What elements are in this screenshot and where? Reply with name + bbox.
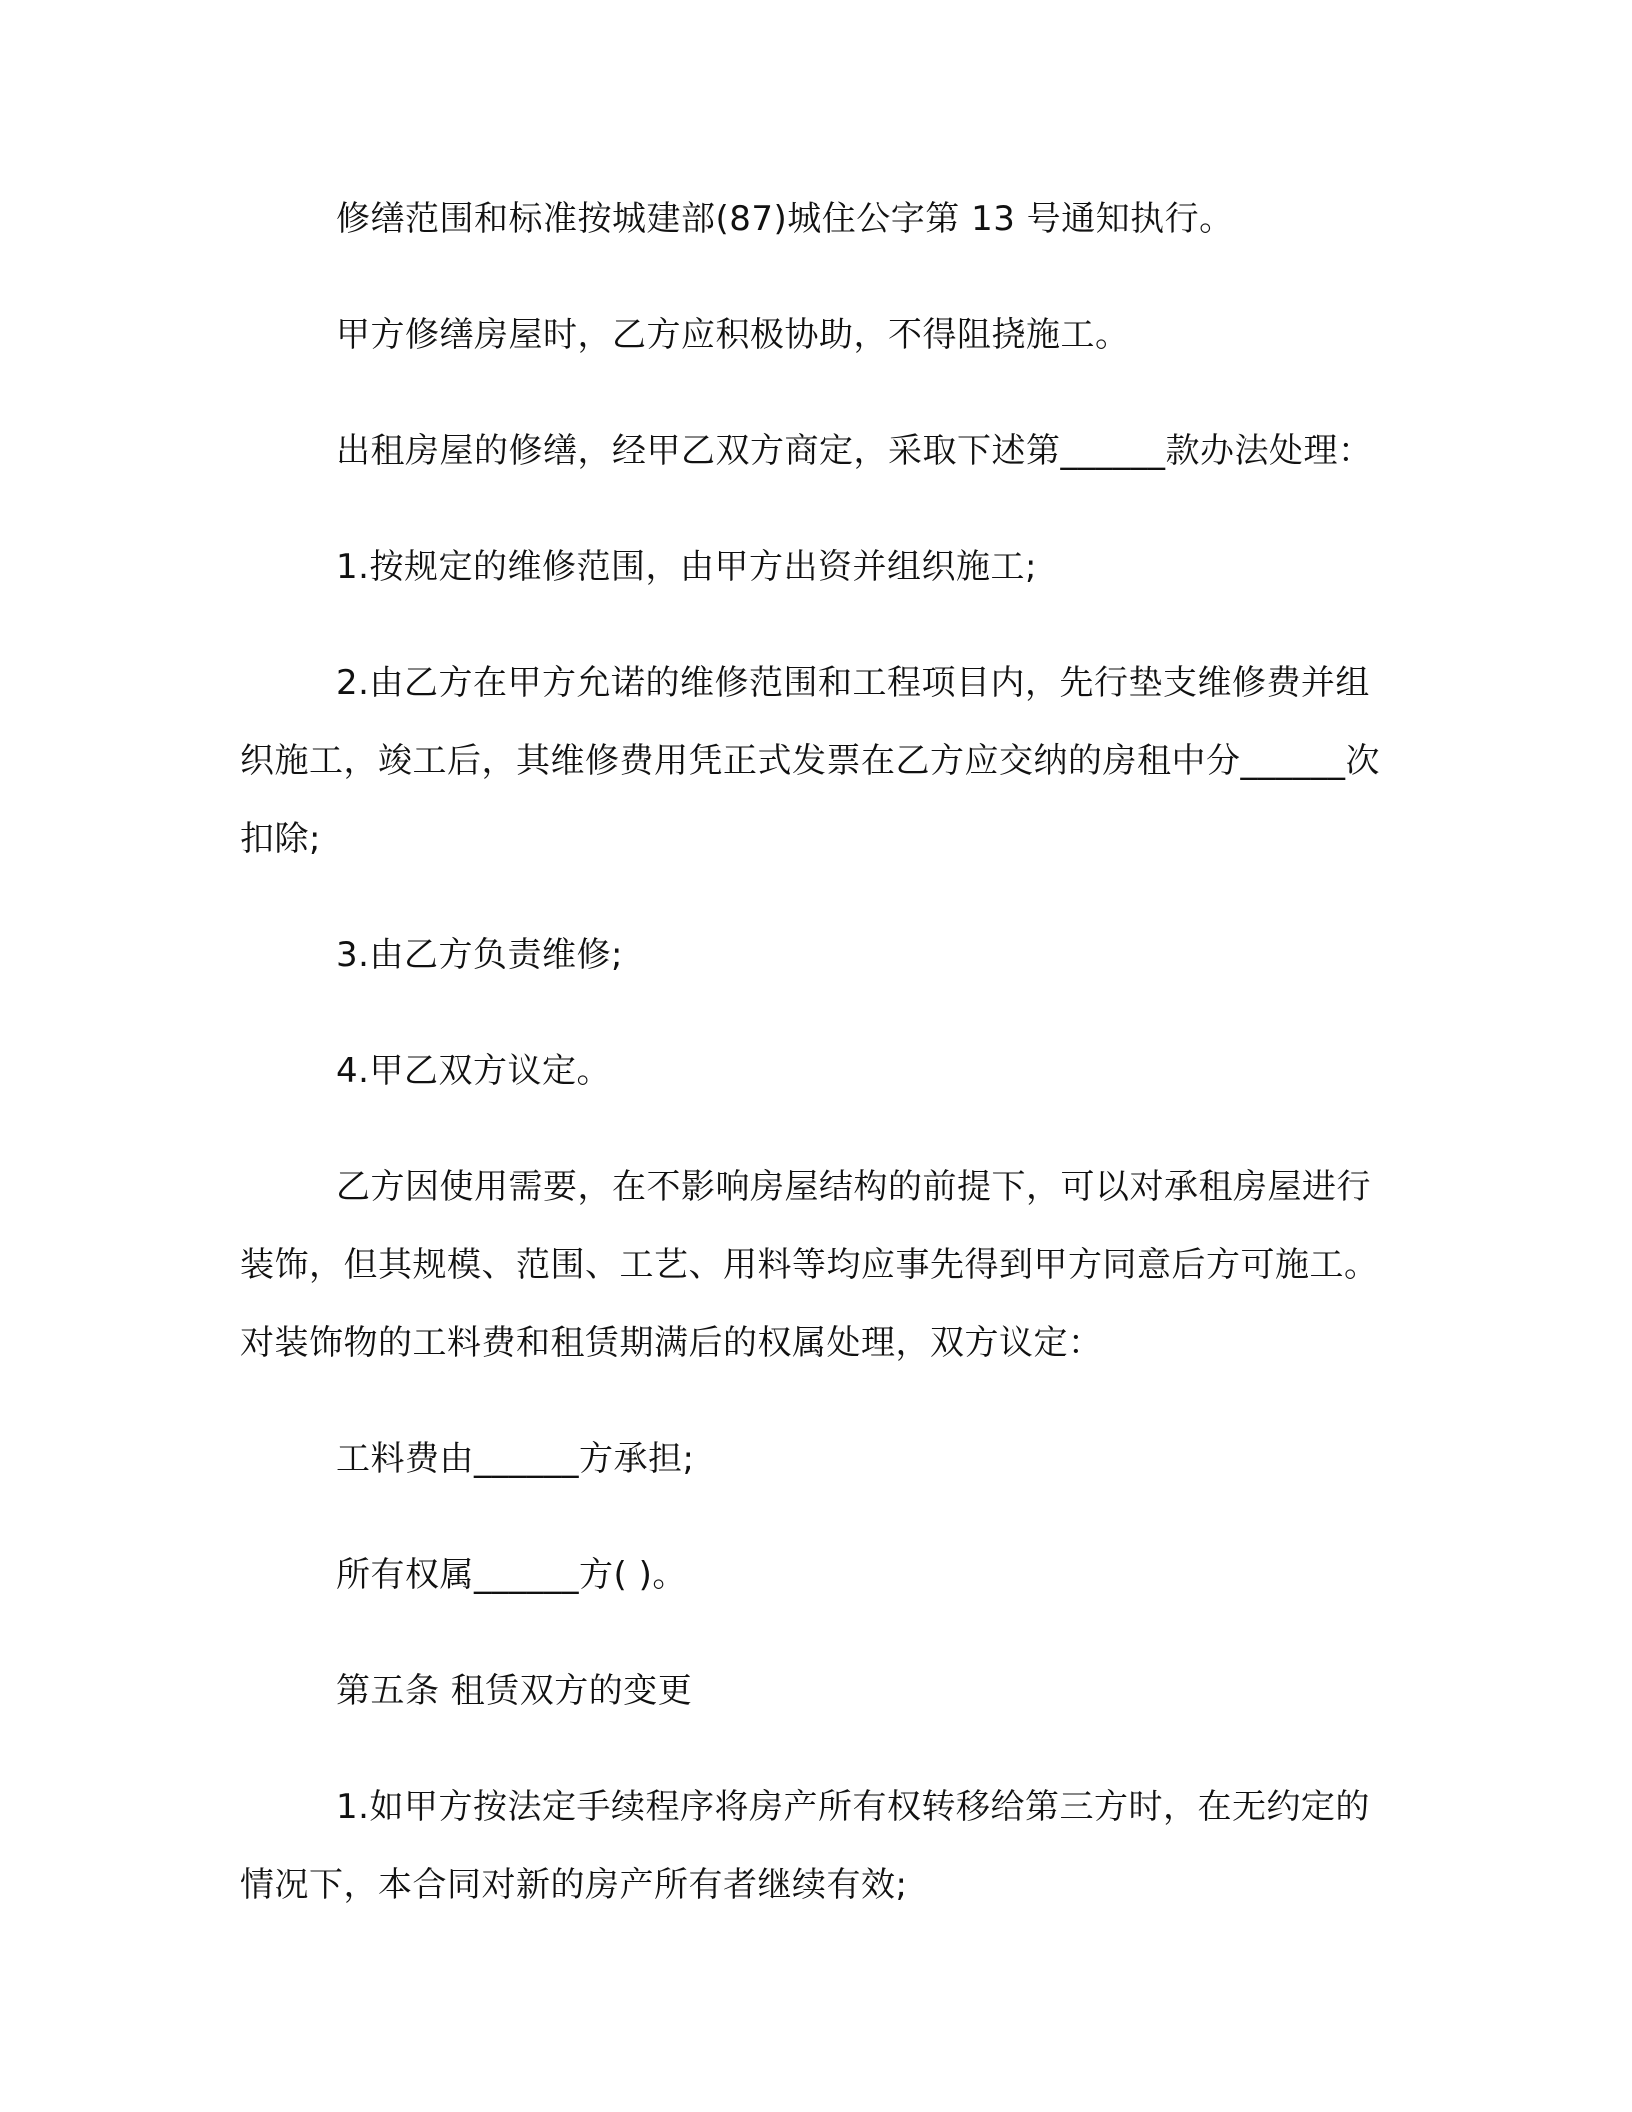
paragraph-decoration: 乙方因使用需要，在不影响房屋结构的前提下，可以对承租房屋进行装饰，但其规模、范围、工艺、用料等均应事先得到甲方同意后方可施工。对装饰物的工料费和租赁期满后的权属处理，双方议定： <box>240 1167 1379 1363</box>
section-heading-article-5: 第五条 租赁双方的变更 <box>336 1671 693 1711</box>
paragraph-option-2: 2.由乙方在甲方允诺的维修范围和工程项目内，先行垫支维修费并组织施工，竣工后，其维修费用凭正式发票在乙方应交纳的房租中分______次扣除; <box>240 663 1380 859</box>
paragraph-option-4: 4.甲乙双方议定。 <box>336 1051 611 1091</box>
paragraph-change-1: 1.如甲方按法定手续程序将房产所有权转移给第三方时，在无约定的情况下，本合同对新的房产所有者继续有效; <box>240 1787 1370 1905</box>
paragraph-material-cost: 工料费由______方承担; <box>336 1439 695 1479</box>
paragraph-ownership: 所有权属______方( )。 <box>336 1555 687 1595</box>
paragraph-repair-method: 出租房屋的修缮，经甲乙双方商定，采取下述第______款办法处理： <box>336 431 1373 471</box>
paragraph-option-3: 3.由乙方负责维修; <box>336 935 623 975</box>
paragraph-repair-standard: 修缮范围和标准按城建部(87)城住公字第 13 号通知执行。 <box>336 199 1234 239</box>
document-body <box>240 180 1390 1924</box>
paragraph-option-1: 1.按规定的维修范围，由甲方出资并组织施工; <box>336 547 1037 587</box>
paragraph-landlord-repair: 甲方修缮房屋时，乙方应积极协助，不得阻挠施工。 <box>336 315 1130 355</box>
